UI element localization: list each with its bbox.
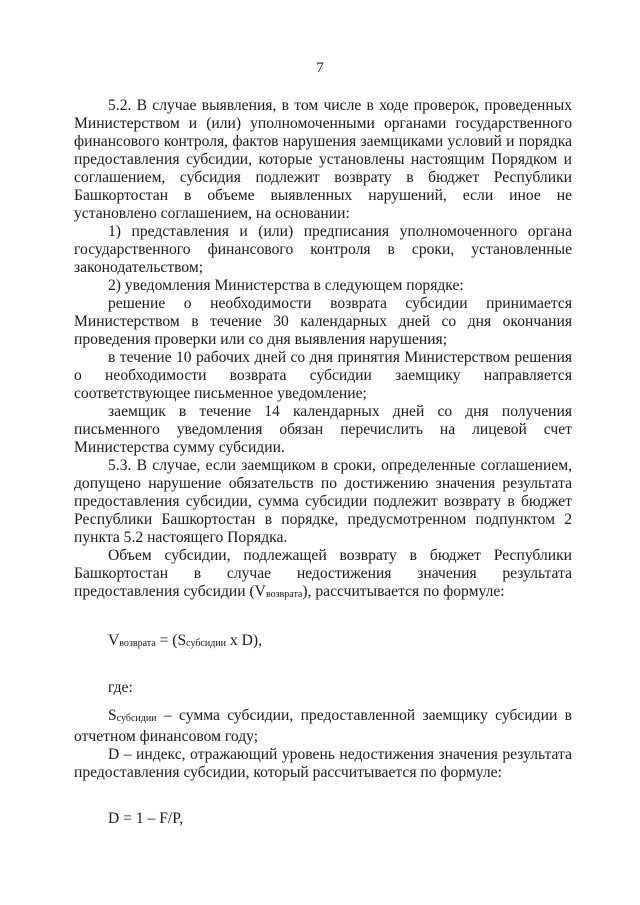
where-label: где:: [108, 679, 133, 696]
volume-text-pre: Объем субсидии, подлежащей возврату в бюджет Республики Башкортостан в случае недостижения значения результата предоставления субсидии (V: [74, 547, 572, 600]
paragraph-item-2-notice: в течение 10 рабочих дней со дня принятия Министерством решения о необходимости возврата субсидии заемщику направляется соответствующее письменное уведомление;: [74, 349, 572, 402]
formula-s-subscript: субсидии: [186, 638, 227, 649]
paragraph-volume: [74, 547, 572, 604]
definition-d: D – индекс, отражающий уровень недостижения значения результата предоставления субсидии, который рассчитывается по формуле:: [74, 746, 572, 781]
formula-mid: = (S: [155, 632, 187, 649]
volume-subscript: возврата: [265, 589, 303, 600]
document-body: [74, 97, 572, 828]
formula-end: x D),: [226, 632, 262, 649]
paragraph-item-2: 2) уведомления Министерства в следующем порядке:: [108, 277, 464, 294]
definition-s-symbol: S: [108, 707, 117, 724]
page-number: 7: [316, 60, 324, 76]
paragraph-5-2: 5.2. В случае выявления, в том числе в ходе проверок, проведенных Министерством и (или) уполномоченными органами государственного финансового контроля, фактов нарушения заемщиками условий и порядка предоставления субсидии, которые установлены настоящим Порядком и соглашением, субсидия подлежит возврату в бюджет Республики Башкортостан в объеме выявленных нарушений, если иное не установлено соглашением, на основании:: [74, 97, 572, 222]
formula-v: V: [108, 632, 120, 649]
formula-v-subscript: возврата: [119, 638, 156, 649]
paragraph-item-2-transfer: заемщик в течение 14 календарных дней со дня получения письменного уведомления обязан перечислить на лицевой счет Министерства сумму субсидии.: [74, 403, 572, 456]
definition-s: [74, 707, 572, 746]
paragraph-item-1: 1) представления и (или) предписания уполномоченного органа государственного финансового контроля в сроки, установленные законодательством;: [74, 223, 572, 276]
formula-v-return: [74, 632, 572, 653]
volume-text-post: ), рассчитывается по формуле:: [302, 583, 505, 600]
paragraph-5-3: 5.3. В случае, если заемщиком в сроки, определенные соглашением, допущено нарушение обязательств по достижению значения результата предоставления субсидии, сумма субсидии подлежит возврату в бюджет Республики Башкортостан в порядке, предусмотренном подпунктом 2 пункта 5.2 настоящего Порядка.: [74, 457, 572, 546]
paragraph-item-2-decision: решение о необходимости возврата субсидии принимается Министерством в течение 30 календарных дней со дня окончания проведения проверки или со дня выявления нарушения;: [74, 295, 572, 348]
definition-s-subscript: субсидии: [116, 713, 157, 724]
formula-d: D = 1 – F/P,: [108, 810, 184, 827]
definition-s-text: – сумма субсидии, предоставленной заемщику субсидии в отчетном финансовом году;: [74, 707, 572, 745]
